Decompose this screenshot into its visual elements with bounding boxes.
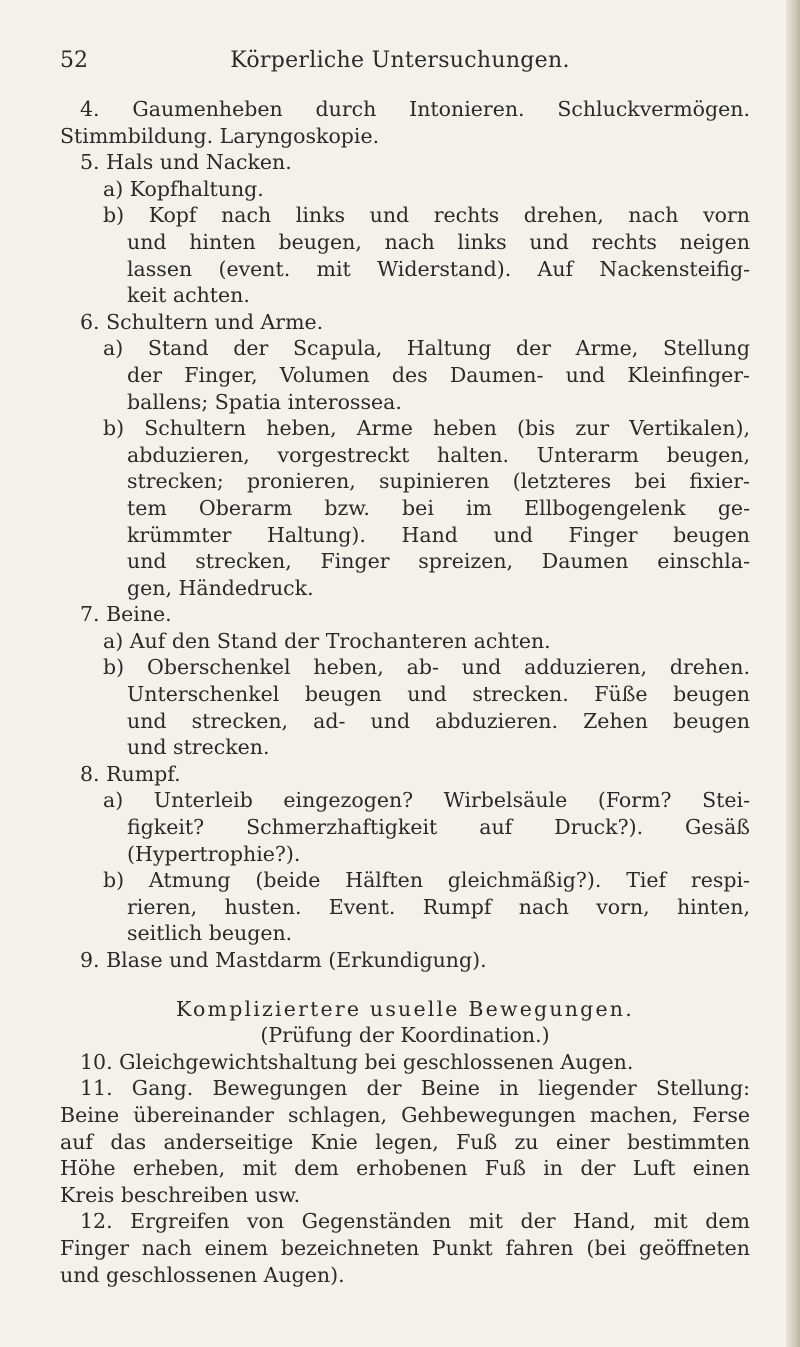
text-line: und geschlossenen Augen).	[60, 1262, 345, 1287]
text-line: keit achten.	[127, 283, 250, 308]
page-header	[60, 48, 740, 78]
text-line: a) Stand der Scapula, Haltung der Arme, Stellung	[103, 336, 750, 361]
section-title: Kompliziertere usuelle Bewegungen.	[176, 996, 634, 1021]
text-line: b) Atmung (beide Hälften gleichmäßig?). Tief respi-	[103, 868, 750, 893]
text-line: Kreis beschreiben usw.	[60, 1182, 301, 1207]
text-line: und strecken, ad- und abduzieren. Zehen beugen	[127, 708, 750, 733]
text-line: 11. Gang. Bewegungen der Beine in liegender Stellung:	[80, 1076, 750, 1101]
text-line: 6. Schultern und Arme.	[80, 309, 324, 334]
text-line: ballens; Spatia interossea.	[127, 389, 402, 414]
section-subtitle: (Prüfung der Koordination.)	[260, 1023, 550, 1048]
text-line: b) Oberschenkel heben, ab- und adduzieren, drehen.	[103, 655, 750, 680]
text-line: 7. Beine.	[80, 602, 172, 627]
text-line: b) Kopf nach links und rechts drehen, nach vorn	[103, 203, 750, 228]
text-line: und hinten beugen, nach links und rechts neigen	[127, 229, 750, 254]
text-line: 10. Gleichgewichtshaltung bei geschlossenen Augen.	[80, 1049, 634, 1074]
text-line: Stimmbildung. Laryngoskopie.	[60, 123, 380, 148]
text-line: a) Auf den Stand der Trochanteren achten.	[103, 628, 551, 653]
text-line: Höhe erheben, mit dem erhobenen Fuß in der Luft einen	[60, 1156, 750, 1181]
text-line: (Hypertrophie?).	[127, 841, 301, 866]
text-line: Finger nach einem bezeichneten Punkt fahren (bei geöffneten	[60, 1235, 750, 1260]
text-line: rieren, husten. Event. Rumpf nach vorn, hinten,	[127, 894, 750, 919]
page-edge	[786, 0, 800, 1347]
text-line: und strecken, Finger spreizen, Daumen einschla-	[127, 549, 750, 574]
text-line: auf das anderseitige Knie legen, Fuß zu einer bestimmten	[60, 1129, 750, 1154]
text-line: 5. Hals und Nacken.	[80, 150, 292, 175]
text-line: tem Oberarm bzw. bei im Ellbogengelenk ge-	[127, 495, 750, 520]
text-line: gen, Händedruck.	[127, 575, 314, 600]
text-line: 12. Ergreifen von Gegenständen mit der Hand, mit dem	[80, 1209, 750, 1234]
text-line: 4. Gaumenheben durch Intonieren. Schluckvermögen.	[80, 97, 750, 121]
text-line: 9. Blase und Mastdarm (Erkundigung).	[80, 948, 487, 972]
text-line: a) Unterleib eingezogen? Wirbelsäule (Form? Stei-	[103, 788, 750, 813]
text-line: krümmter Haltung). Hand und Finger beugen	[127, 522, 750, 547]
page-number: 52	[60, 48, 88, 73]
running-head: Körperliche Untersuchungen.	[230, 48, 570, 73]
text-line: Beine übereinander schlagen, Gehbewegungen machen, Ferse	[60, 1102, 750, 1127]
text-line: a) Kopfhaltung.	[103, 176, 264, 201]
body-text	[60, 96, 750, 1288]
text-line: figkeit? Schmerzhaftigkeit auf Druck?). Gesäß	[127, 815, 750, 840]
text-line: b) Schultern heben, Arme heben (bis zur Vertikalen),	[103, 416, 750, 441]
text-line: abduzieren, vorgestreckt halten. Unterarm beugen,	[127, 442, 750, 467]
text-line: 8. Rumpf.	[80, 761, 181, 786]
text-line: der Finger, Volumen des Daumen- und Kleinfinger-	[127, 362, 750, 387]
text-line: Unterschenkel beugen und strecken. Füße beugen	[127, 682, 750, 707]
text-line: strecken; pronieren, supinieren (letzteres bei fixier-	[127, 469, 750, 494]
text-line: lassen (event. mit Widerstand). Auf Nackensteifig-	[127, 256, 750, 281]
text-line: und strecken.	[127, 735, 270, 760]
text-line: seitlich beugen.	[127, 921, 293, 946]
